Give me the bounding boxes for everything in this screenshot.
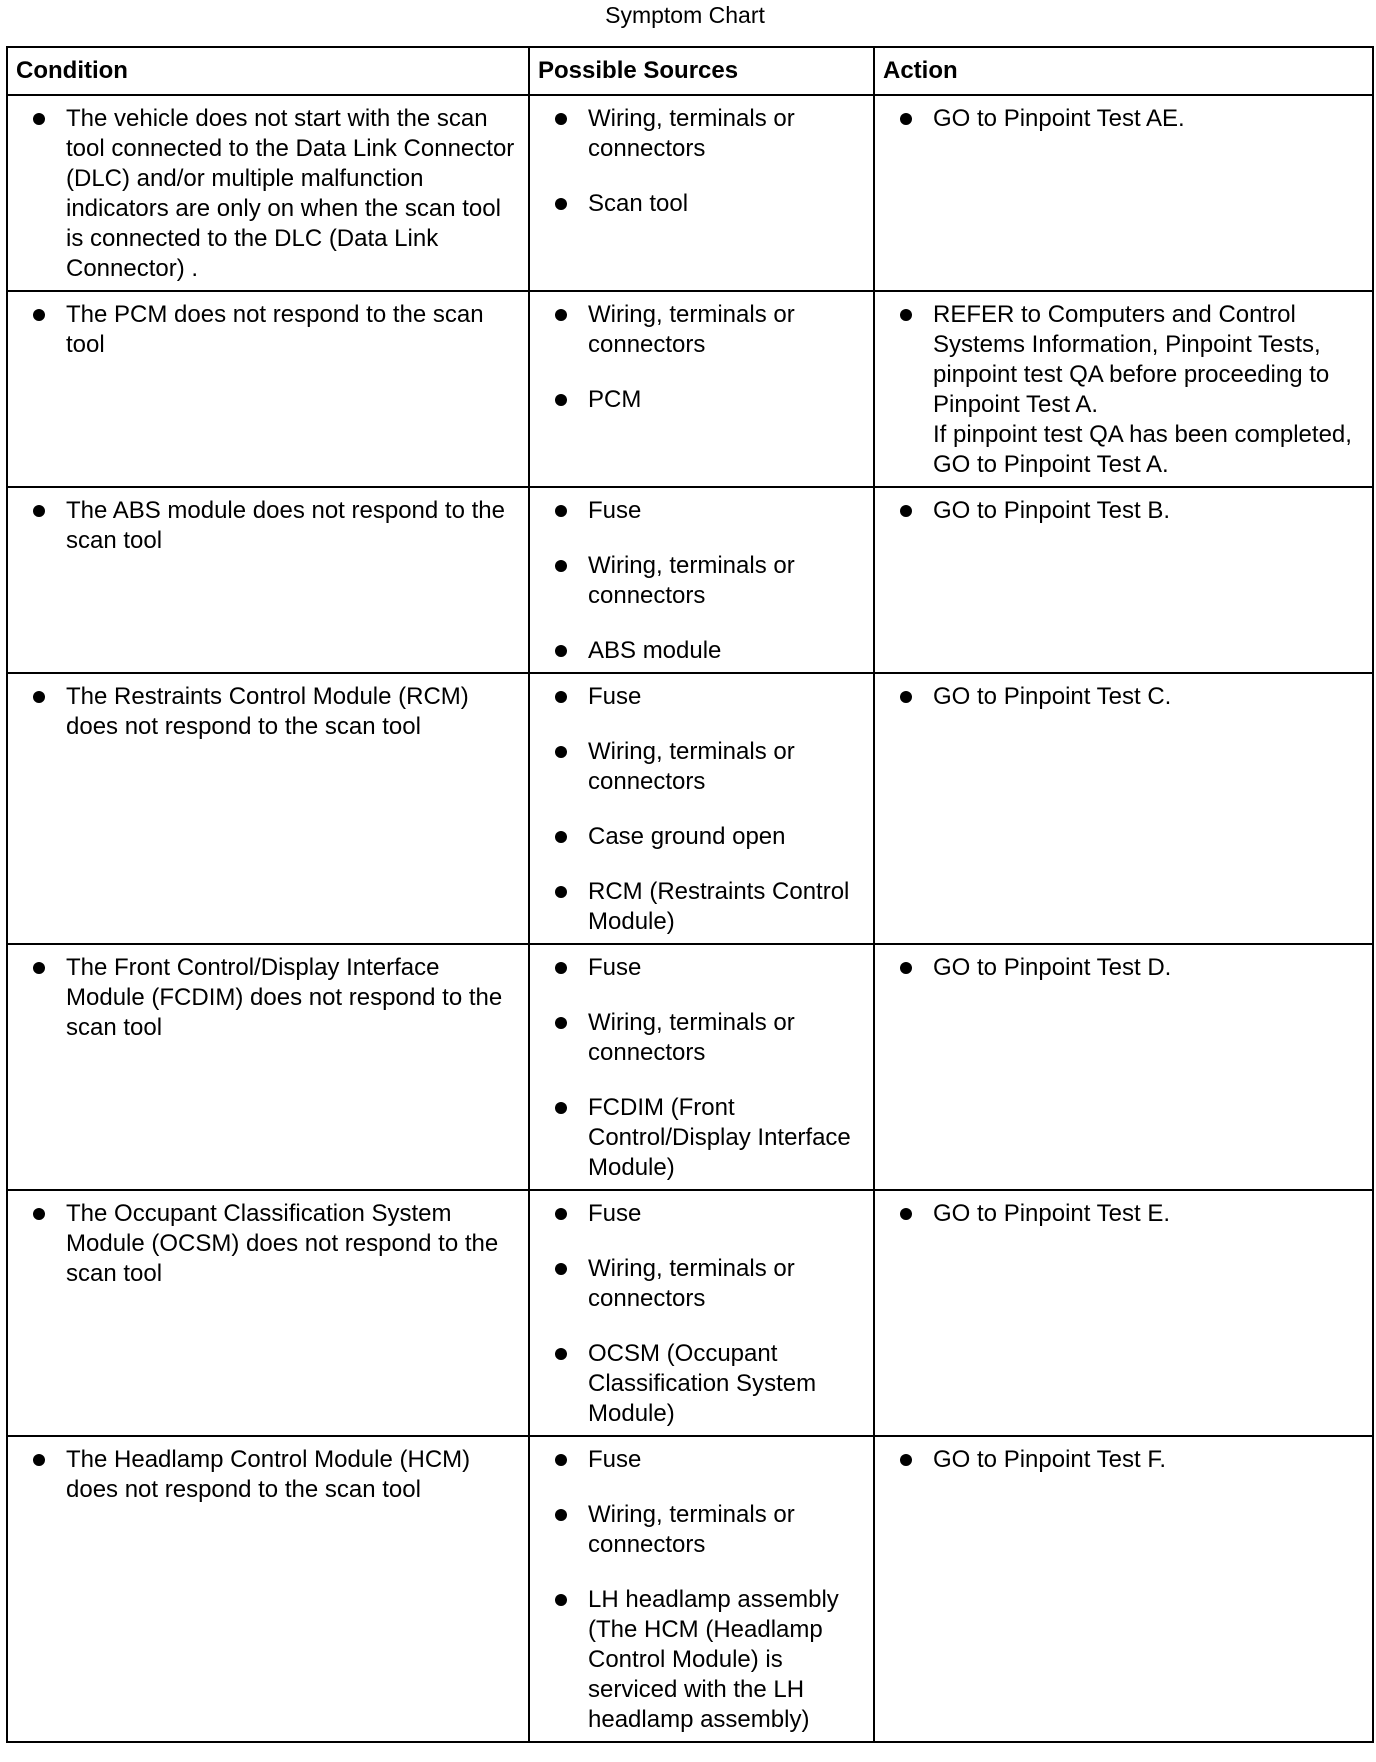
action-text: GO to Pinpoint Test E.: [933, 1200, 1171, 1227]
bullet-icon: [555, 645, 567, 657]
table-row: [7, 944, 1373, 1190]
bullet-icon: [555, 746, 567, 758]
possible-source-item: [538, 1093, 865, 1183]
possible-sources-cell: [529, 1190, 874, 1436]
bullet-icon: [33, 962, 45, 974]
possible-source-item: [538, 636, 865, 666]
bullet-icon: [900, 113, 912, 125]
possible-source-item: [538, 300, 865, 360]
possible-sources-list: [538, 682, 865, 937]
possible-source-item: [538, 877, 865, 937]
possible-source-text: Wiring, terminals or connectors: [588, 1255, 795, 1312]
action-list: [883, 1445, 1364, 1475]
action-item: [883, 496, 1364, 526]
bullet-icon: [900, 505, 912, 517]
bullet-icon: [555, 560, 567, 572]
action-text: REFER to Computers and Control Systems Information, Pinpoint Tests, pinpoint test QA before proceeding to Pinpoint Test A.: [933, 301, 1330, 418]
action-text: GO to Pinpoint Test F.: [933, 1446, 1167, 1473]
table-row: [7, 673, 1373, 944]
bullet-icon: [555, 394, 567, 406]
condition-item: [16, 496, 520, 556]
table-row: [7, 291, 1373, 487]
possible-source-item: [538, 1500, 865, 1560]
action-cell: [874, 944, 1373, 1190]
possible-source-item: [538, 822, 865, 852]
condition-item: [16, 682, 520, 742]
possible-source-item: [538, 189, 865, 219]
action-item: [883, 682, 1364, 712]
bullet-icon: [555, 1348, 567, 1360]
possible-source-text: PCM: [588, 386, 642, 413]
action-list: [883, 104, 1364, 134]
condition-list: [16, 496, 520, 556]
possible-source-text: Case ground open: [588, 823, 786, 850]
action-list: [883, 953, 1364, 983]
condition-cell: [7, 95, 529, 291]
chart-title: [0, 0, 1376, 30]
bullet-icon: [33, 1208, 45, 1220]
bullet-icon: [33, 691, 45, 703]
condition-list: [16, 1445, 520, 1505]
action-cell: [874, 291, 1373, 487]
header-row: [7, 47, 1373, 95]
action-item: [883, 953, 1364, 983]
action-item: [883, 1199, 1364, 1229]
possible-source-text: Wiring, terminals or connectors: [588, 552, 795, 609]
action-list: [883, 1199, 1364, 1229]
bullet-icon: [555, 113, 567, 125]
condition-text: The PCM does not respond to the scan tool: [66, 301, 484, 358]
possible-source-item: [538, 385, 865, 415]
bullet-icon: [33, 505, 45, 517]
action-cell: [874, 1436, 1373, 1742]
possible-source-item: [538, 1585, 865, 1735]
condition-item: [16, 300, 520, 360]
action-item: [883, 104, 1364, 134]
condition-cell: [7, 1436, 529, 1742]
bullet-icon: [555, 1594, 567, 1606]
bullet-icon: [555, 198, 567, 210]
possible-source-item: [538, 1008, 865, 1068]
possible-source-item: [538, 682, 865, 712]
possible-sources-cell: [529, 291, 874, 487]
action-text: GO to Pinpoint Test C.: [933, 683, 1172, 710]
condition-cell: [7, 673, 529, 944]
bullet-icon: [555, 1017, 567, 1029]
header-action: Action: [874, 47, 1373, 95]
bullet-icon: [900, 691, 912, 703]
action-text: If pinpoint test QA has been completed, GO to Pinpoint Test A.: [933, 421, 1352, 478]
action-text: GO to Pinpoint Test B.: [933, 497, 1171, 524]
action-list: [883, 496, 1364, 526]
possible-source-text: Wiring, terminals or connectors: [588, 105, 795, 162]
action-list: [883, 300, 1364, 480]
possible-source-item: [538, 1199, 865, 1229]
possible-source-text: Fuse: [588, 683, 642, 710]
possible-source-text: Scan tool: [588, 190, 689, 217]
possible-source-text: Wiring, terminals or connectors: [588, 301, 795, 358]
possible-source-text: Fuse: [588, 497, 642, 524]
table-row: [7, 95, 1373, 291]
condition-item: [16, 1199, 520, 1289]
possible-sources-cell: [529, 673, 874, 944]
bullet-icon: [900, 1454, 912, 1466]
bullet-icon: [555, 1454, 567, 1466]
action-cell: [874, 487, 1373, 673]
possible-source-text: Wiring, terminals or connectors: [588, 738, 795, 795]
condition-list: [16, 300, 520, 360]
bullet-icon: [555, 1263, 567, 1275]
condition-text: The Front Control/Display Interface Module (FCDIM) does not respond to the scan tool: [66, 954, 503, 1041]
bullet-icon: [555, 831, 567, 843]
possible-sources-cell: [529, 487, 874, 673]
possible-source-item: [538, 1254, 865, 1314]
action-text: GO to Pinpoint Test AE.: [933, 105, 1185, 132]
possible-source-text: Wiring, terminals or connectors: [588, 1501, 795, 1558]
bullet-icon: [33, 1454, 45, 1466]
possible-source-item: [538, 1339, 865, 1429]
condition-text: The ABS module does not respond to the scan tool: [66, 497, 505, 554]
possible-source-item: [538, 104, 865, 164]
table-body: [7, 95, 1373, 1742]
bullet-icon: [900, 1208, 912, 1220]
possible-source-item: [538, 1445, 865, 1475]
possible-source-text: ABS module: [588, 637, 722, 664]
condition-list: [16, 1199, 520, 1289]
possible-source-item: [538, 953, 865, 983]
bullet-icon: [900, 962, 912, 974]
action-cell: [874, 95, 1373, 291]
condition-cell: [7, 487, 529, 673]
bullet-icon: [555, 309, 567, 321]
bullet-icon: [33, 309, 45, 321]
action-text: GO to Pinpoint Test D.: [933, 954, 1172, 981]
possible-source-text: LH headlamp assembly (The HCM (Headlamp Control Module) is serviced with the LH headlamp assembly): [588, 1586, 839, 1733]
possible-source-text: OCSM (Occupant Classification System Module): [588, 1340, 817, 1427]
action-cell: [874, 1190, 1373, 1436]
condition-cell: [7, 944, 529, 1190]
header-possible-sources: Possible Sources: [529, 47, 874, 95]
possible-sources-list: [538, 104, 865, 219]
condition-text: The Restraints Control Module (RCM) does not respond to the scan tool: [66, 683, 469, 740]
possible-source-text: Fuse: [588, 954, 642, 981]
condition-item: [16, 104, 520, 284]
bullet-icon: [555, 886, 567, 898]
possible-sources-list: [538, 953, 865, 1183]
possible-sources-list: [538, 1199, 865, 1429]
action-item: [883, 1445, 1364, 1475]
action-list: [883, 682, 1364, 712]
possible-source-item: [538, 496, 865, 526]
possible-source-text: FCDIM (Front Control/Display Interface Module): [588, 1094, 851, 1181]
condition-list: [16, 682, 520, 742]
bullet-icon: [555, 1509, 567, 1521]
condition-list: [16, 953, 520, 1043]
possible-sources-cell: [529, 1436, 874, 1742]
bullet-icon: [555, 505, 567, 517]
possible-sources-cell: [529, 95, 874, 291]
table-row: [7, 487, 1373, 673]
condition-list: [16, 104, 520, 284]
action-cell: [874, 673, 1373, 944]
condition-cell: [7, 291, 529, 487]
bullet-icon: [33, 113, 45, 125]
header-condition: Condition: [7, 47, 529, 95]
possible-source-text: Fuse: [588, 1446, 642, 1473]
condition-item: [16, 953, 520, 1043]
bullet-icon: [900, 309, 912, 321]
bullet-icon: [555, 962, 567, 974]
bullet-icon: [555, 1102, 567, 1114]
condition-text: The Occupant Classification System Module (OCSM) does not respond to the scan tool: [66, 1200, 499, 1287]
table-row: [7, 1190, 1373, 1436]
condition-text: The Headlamp Control Module (HCM) does not respond to the scan tool: [66, 1446, 471, 1503]
possible-source-item: [538, 551, 865, 611]
condition-item: [16, 1445, 520, 1505]
possible-sources-list: [538, 496, 865, 666]
symptom-table: [6, 46, 1374, 1743]
table-row: [7, 1436, 1373, 1742]
possible-sources-cell: [529, 944, 874, 1190]
bullet-icon: [555, 1208, 567, 1220]
action-item: [883, 300, 1364, 480]
chart-title-text: Symptom Chart: [605, 2, 765, 28]
possible-source-item: [538, 737, 865, 797]
possible-source-text: RCM (Restraints Control Module): [588, 878, 850, 935]
possible-source-text: Wiring, terminals or connectors: [588, 1009, 795, 1066]
possible-sources-list: [538, 1445, 865, 1735]
condition-cell: [7, 1190, 529, 1436]
possible-sources-list: [538, 300, 865, 415]
possible-source-text: Fuse: [588, 1200, 642, 1227]
bullet-icon: [555, 691, 567, 703]
condition-text: The vehicle does not start with the scan tool connected to the Data Link Connector (DLC) and/or multiple malfunction indicators are only on when the scan tool is connected to the DLC (Data Link Connector) .: [66, 105, 515, 282]
